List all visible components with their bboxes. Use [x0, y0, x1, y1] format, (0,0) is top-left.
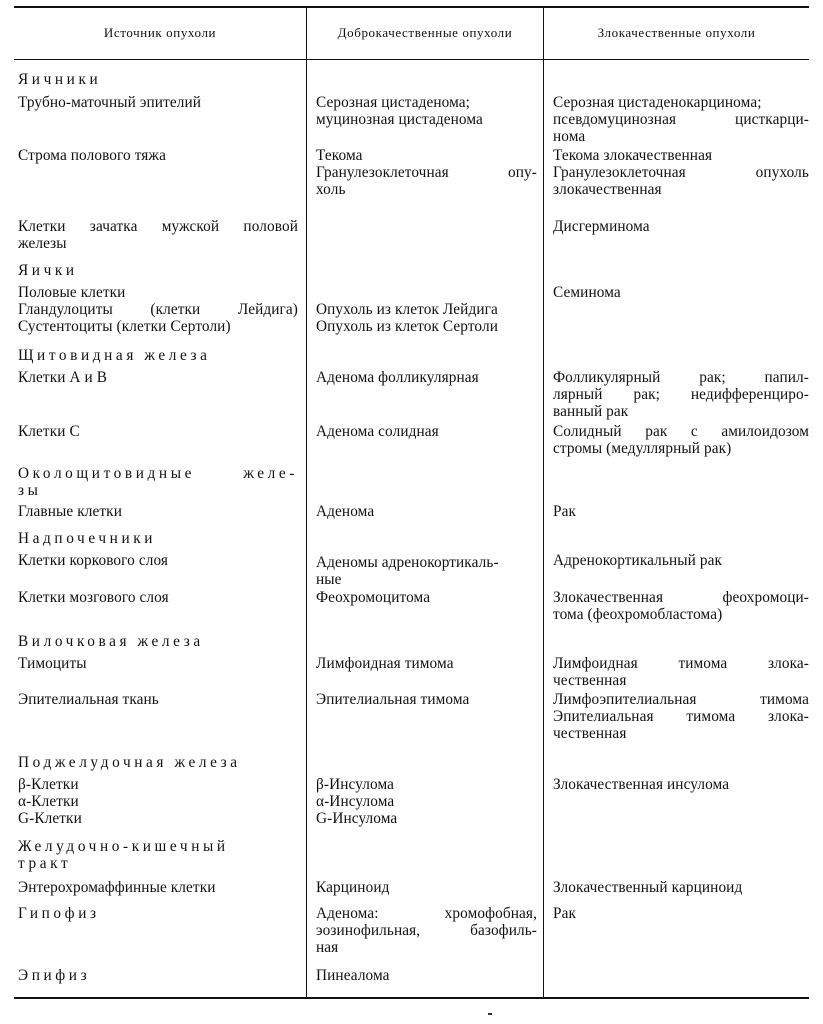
benign-cell: Аденомы адренокортикаль- [316, 554, 499, 571]
section-adrenals: Надпочечники [18, 530, 157, 547]
section-parathyroid-cont: зы [18, 482, 42, 499]
section-pancreas: Поджелудочная железа [18, 754, 241, 771]
section-thymus: Вилочковая железа [18, 633, 204, 650]
page-mark [488, 1013, 492, 1015]
malignant-cell: Рак [553, 905, 577, 922]
benign-cell: ная [316, 939, 339, 956]
benign-cell: Опухоль из клеток Лейдига [316, 301, 498, 318]
benign-cell: Аденома солидная [316, 423, 439, 440]
malignant-cell: стромы (медуллярный рак) [553, 440, 732, 457]
section-thyroid: Щитовидная железа [18, 347, 211, 364]
header-source: Источник опухоли [103, 25, 217, 40]
source-cell: Строма полового тяжа [18, 147, 166, 164]
malignant-cell: Злокачественный карциноид [553, 879, 743, 896]
malignant-cell: Злокачественная феохромоци- [553, 589, 809, 606]
source-cell: Клетки мозгового слоя [18, 589, 169, 606]
malignant-cell: Рак [553, 503, 577, 520]
malignant-cell: тома (феохромобластома) [553, 606, 723, 623]
malignant-cell: нома [553, 128, 586, 145]
malignant-cell: Эпителиальная тимома злока- [553, 708, 809, 725]
section-pituitary: Гипофиз [18, 905, 100, 922]
malignant-cell: Семинома [553, 284, 621, 301]
malignant-cell: ванный рак [553, 403, 629, 420]
malignant-cell: псевдомуцинозная цисткарци- [553, 111, 809, 128]
benign-cell: Опухоль из клеток Сертоли [316, 318, 498, 335]
section-ovaries: Яичники [18, 71, 102, 88]
section-gi-tract: Желудочно-кишечный [18, 838, 229, 855]
malignant-cell: Лимфоэпителиальная тимома [553, 691, 809, 708]
section-testes: Яички [18, 262, 78, 279]
benign-cell: Аденома: хромофобная, [316, 905, 537, 922]
header-benign: Доброкачественные опухоли [337, 25, 513, 40]
source-cell: Главные клетки [18, 503, 122, 520]
source-cell: α-Клетки [18, 793, 79, 810]
benign-cell: Аденома фолликулярная [316, 369, 479, 386]
table-bottom-rule [14, 997, 809, 999]
benign-cell: Аденома [316, 503, 375, 520]
source-cell: Тимоциты [18, 655, 87, 672]
source-cell: Клетки А и В [18, 369, 108, 386]
source-cell: G-Клетки [18, 810, 82, 827]
benign-cell: Гранулезоклеточная опу- [316, 164, 537, 181]
section-gi-tract-cont: тракт [18, 855, 72, 872]
benign-cell: ные [316, 571, 342, 588]
source-cell: Клетки С [18, 423, 80, 440]
header-bottom-rule [14, 59, 809, 60]
malignant-cell: Адренокортикальный рак [553, 552, 723, 569]
source-cell: железы [18, 235, 67, 252]
benign-cell: Серозная цистаденома; [316, 94, 471, 111]
malignant-cell: Дисгерминома [553, 218, 650, 235]
benign-cell: Эпителиальная тимома [316, 691, 470, 708]
source-cell: Сустентоциты (клетки Сертоли) [18, 318, 231, 335]
benign-cell: холь [316, 181, 346, 198]
benign-cell: β-Инсулома [316, 776, 395, 793]
source-cell: Клетки зачатка мужской половой [18, 218, 298, 235]
malignant-cell: Солидный рак с амилоидозом [553, 423, 809, 440]
header-malignant: Злокачественные опухоли [597, 25, 756, 40]
section-pineal: Эпифиз [18, 967, 91, 984]
source-cell: Энтерохромаффинные клетки [18, 879, 216, 896]
benign-cell: Феохромоцитома [316, 589, 431, 606]
benign-cell: G-Инсулома [316, 810, 398, 827]
benign-cell: Карциноид [316, 879, 390, 896]
benign-cell: муцинозная цистаденома [316, 111, 483, 128]
malignant-cell: Серозная цистаденокарцинома; [553, 94, 762, 111]
source-cell: Клетки коркового слоя [18, 552, 169, 569]
malignant-cell: лярный рак; недифференциро- [553, 386, 809, 403]
benign-cell: Лимфоидная тимома [316, 655, 454, 672]
malignant-cell: чественная [553, 672, 627, 689]
source-cell: Гландулоциты (клетки Лейдига) [18, 301, 298, 318]
section-parathyroid: Околощитовидные желе- [18, 465, 298, 482]
malignant-cell: Фолликулярный рак; папил- [553, 369, 809, 386]
benign-cell: эозинофильная, базофиль- [316, 922, 537, 939]
column-divider-1 [306, 6, 307, 998]
benign-cell: α-Инсулома [316, 793, 395, 810]
malignant-cell: чественная [553, 725, 627, 742]
source-cell: Половые клетки [18, 284, 126, 301]
source-cell: β-Клетки [18, 776, 79, 793]
source-cell: Трубно-маточный эпителий [18, 94, 202, 111]
benign-cell: Пинеалома [316, 967, 390, 984]
malignant-cell: Лимфоидная тимома злока- [553, 655, 809, 672]
malignant-cell: Злокачественная инсулома [553, 776, 730, 793]
malignant-cell: Текома злокачественная [553, 147, 713, 164]
malignant-cell: Гранулезоклеточная опухоль [553, 164, 809, 181]
source-cell: Эпителиальная ткань [18, 691, 159, 708]
benign-cell: Текома [316, 147, 363, 164]
column-divider-2 [543, 6, 544, 998]
malignant-cell: злокачественная [553, 181, 662, 198]
